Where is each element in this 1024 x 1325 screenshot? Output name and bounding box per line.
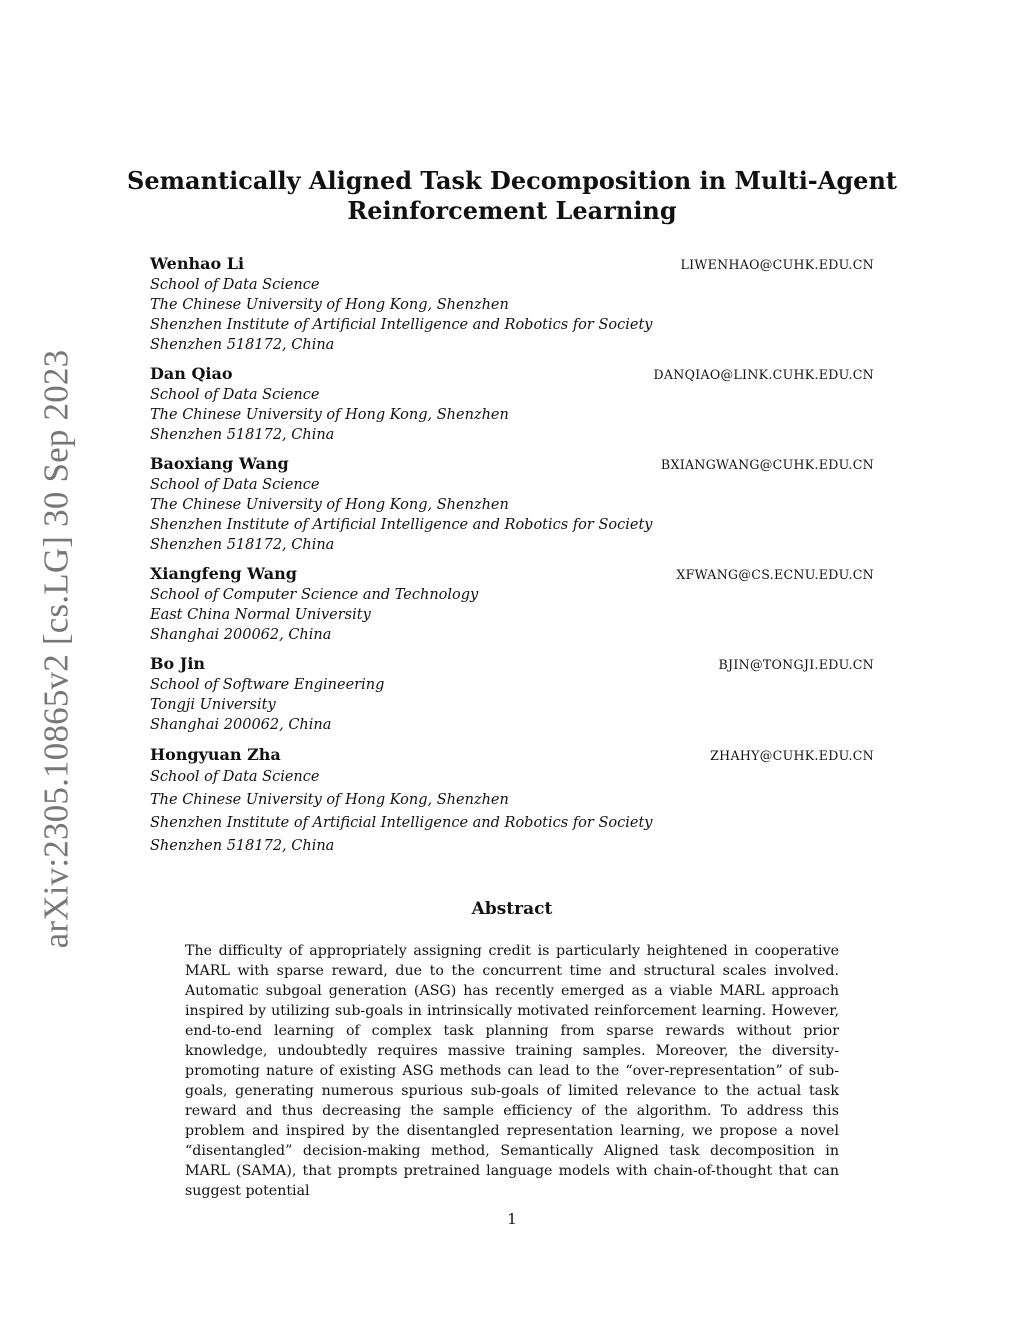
method-rest-rl: RL ( [209, 1163, 242, 1179]
author-header [150, 564, 874, 585]
affiliation-line: School of Data Science [150, 477, 320, 493]
author-block [150, 254, 874, 355]
affiliation-line: Shenzhen 518172, China [150, 537, 335, 553]
affiliation-line: School of Data Science [150, 769, 320, 785]
author-name: Dan Qiao [150, 364, 233, 383]
author-email: BJIN@TONGJI.EDU.CN [718, 657, 874, 672]
abstract-body [185, 941, 839, 1201]
author-email: XFWANG@CS.ECNU.EDU.CN [676, 567, 874, 582]
author-block [150, 454, 874, 555]
author-header [150, 254, 874, 275]
method-rest-s: emantically [510, 1143, 604, 1159]
affiliation-line: Shanghai 200062, China [150, 717, 332, 733]
author-block [150, 364, 874, 445]
author-email: ZHAHY@CUHK.EDU.CN [710, 748, 874, 763]
author-block [150, 564, 874, 645]
affiliation-line: Shenzhen Institute of Artificial Intelligence and Robotics for Society [150, 517, 653, 533]
abstract-end-text: ), that prompts pretrained language models with chain-of-thought that can suggest potential [185, 1163, 839, 1199]
affiliation-line: Shenzhen 518172, China [150, 427, 335, 443]
author-name: Wenhao Li [150, 254, 245, 273]
author-email: LIWENHAO@CUHK.EDU.CN [680, 257, 874, 272]
author-name: Xiangfeng Wang [150, 564, 297, 583]
abstract-heading: Abstract [471, 899, 553, 919]
affiliation-line: School of Data Science [150, 277, 320, 293]
author-header [150, 454, 874, 475]
author-email: BXIANGWANG@CUHK.EDU.CN [660, 457, 874, 472]
page-number: 1 [507, 1210, 517, 1228]
author-header [150, 745, 874, 766]
affiliation-line: Shenzhen Institute of Artificial Intelligence and Robotics for Society [150, 317, 653, 333]
affiliation-line: School of Data Science [150, 387, 320, 403]
affiliation-line: East China Normal University [150, 607, 371, 623]
affiliation-line: The Chinese University of Hong Kong, Shenzhen [150, 297, 509, 313]
affiliation-line: Shanghai 200062, China [150, 627, 332, 643]
affiliation-line: The Chinese University of Hong Kong, Shenzhen [150, 497, 509, 513]
abstract-main-text: The difficulty of appropriately assigning credit is particularly heightened in cooperative MARL with sparse reward, due to the concurrent time and structural scales involved. Automatic subgoal generation (ASG) has recently emerged as a viable MARL approach inspired by utilizing sub-goals in intrinsically motivated reinforcement learning. However, end-to-end learning of complex task planning from sparse rewards without prior knowledge, undoubtedly requires massive training samples. Moreover, the diversity-promoting nature of existing ASG methods can lead to the “over-representation” of sub-goals, generating numerous spurious sub-goals of limited relevance to the actual task reward and thus decreasing the sample efficiency of the algorithm. To address this problem and inspired by the disentangled representation learning, we propose a novel “disentangled” decision-making method, [185, 943, 839, 1159]
paper-title [120, 166, 904, 226]
author-name: Baoxiang Wang [150, 454, 289, 473]
author-header [150, 364, 874, 385]
affiliation-line: The Chinese University of Hong Kong, Shenzhen [150, 792, 509, 808]
method-letter-s: S [500, 1143, 511, 1159]
author-email: DANQIAO@LINK.CUHK.EDU.CN [653, 367, 874, 382]
author-name: Hongyuan Zha [150, 745, 281, 764]
method-letters-ma: MA [185, 1163, 210, 1179]
paper-title-line-2: Reinforcement Learning [347, 196, 677, 225]
affiliation-line: The Chinese University of Hong Kong, Shenzhen [150, 407, 509, 423]
author-block [150, 745, 874, 858]
affiliation-line: School of Computer Science and Technology [150, 587, 479, 603]
paper-title-line-1: Semantically Aligned Task Decomposition in Multi-Agent [127, 166, 897, 195]
method-letter-a: A [603, 1143, 615, 1159]
arxiv-identifier [34, 349, 78, 949]
method-rest-a: ligned task decomposition in [614, 1143, 839, 1159]
author-header [150, 654, 874, 675]
affiliation-line: Shenzhen 518172, China [150, 838, 335, 854]
arxiv-identifier-text: arXiv:2305.10865v2 [cs.LG] 30 Sep 2023 [36, 349, 76, 949]
method-acronym: SAMA [241, 1163, 287, 1179]
author-block [150, 654, 874, 735]
affiliation-line: Shenzhen Institute of Artificial Intelligence and Robotics for Society [150, 815, 653, 831]
affiliation-line: Shenzhen 518172, China [150, 337, 335, 353]
affiliation-line: Tongji University [150, 697, 276, 713]
affiliation-line: School of Software Engineering [150, 677, 385, 693]
author-name: Bo Jin [150, 654, 206, 673]
